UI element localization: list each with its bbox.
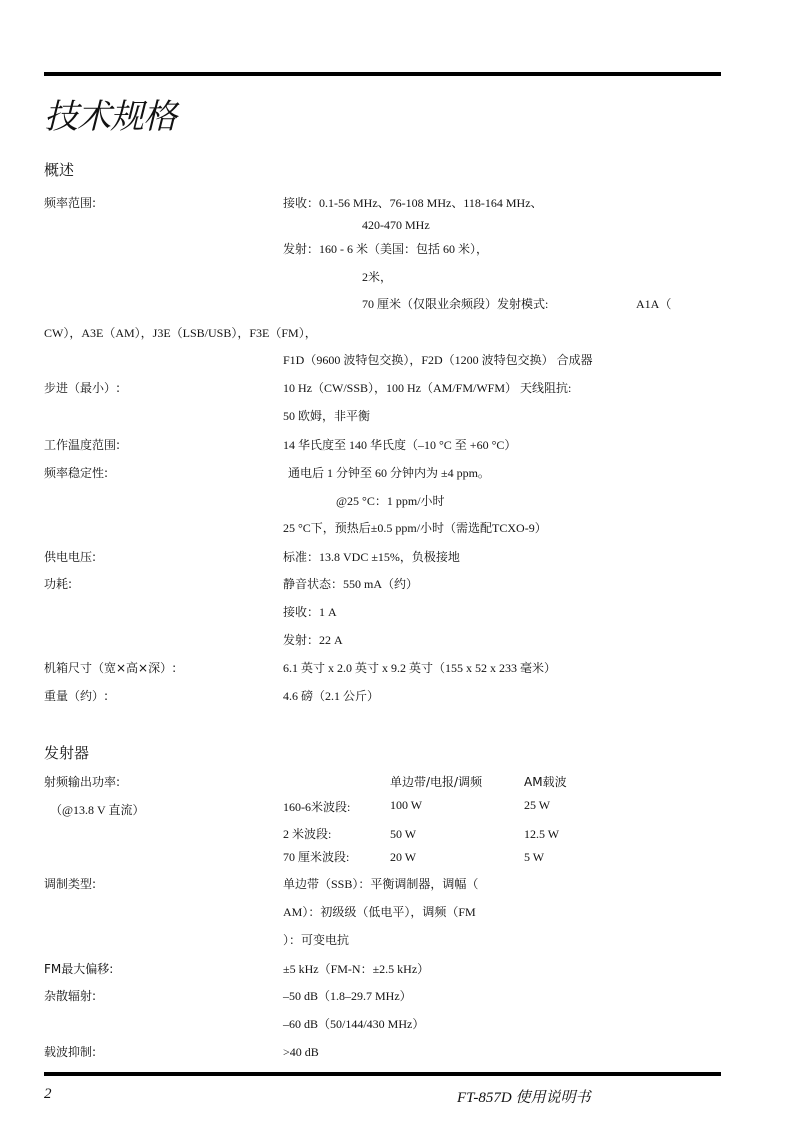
weight-value: 4.6 磅（2.1 公斤）	[283, 689, 380, 703]
temp-value: 14 华氏度至 140 华氏度（–10 °C 至 +60 °C）	[283, 438, 517, 452]
band-row-am-power: 5 W	[524, 850, 545, 864]
power-line1: 静音状态：550 mA（约）	[283, 577, 419, 591]
supply-value: 标准：13.8 VDC ±15%，负极接地	[283, 550, 460, 564]
power-line2: 接收：1 A	[283, 605, 337, 619]
tx-mode-a1a: A1A（	[636, 297, 672, 311]
modulation-line3: ）：可变电抗	[283, 933, 350, 947]
modes-line1: CW），A3E（AM），J3E（LSB/USB），F3E（FM），	[44, 326, 317, 340]
weight-label: 重量（约）:	[44, 689, 109, 703]
spurious-line2: –60 dB（50/144/430 MHz）	[283, 1017, 425, 1031]
tx-range-line3: 70 厘米（仅限业余频段）发射模式:	[362, 297, 549, 311]
rx-range-line2: 420-470 MHz	[362, 218, 430, 232]
spurious-line1: –50 dB（1.8–29.7 MHz）	[283, 989, 412, 1003]
modulation-line1: 单边带（SSB）：平衡调制器，调幅（	[283, 877, 479, 891]
band-row: 2 米波段:	[283, 827, 332, 841]
power-line3: 发射：22 A	[283, 633, 343, 647]
bottom-rule	[44, 1072, 721, 1076]
fm-deviation-value: ±5 kHz（FM-N：±2.5 kHz）	[283, 962, 430, 976]
stability-line2: @25 °C：1 ppm/小时	[336, 494, 445, 508]
manual-title: FT-857D 使用说明书	[457, 1090, 591, 1106]
modes-line2: F1D（9600 波特包交换），F2D（1200 波特包交换） 合成器	[283, 353, 593, 367]
section-transmitter-heading: 发射器	[44, 744, 90, 762]
fm-deviation-label: FM最大偏移:	[44, 962, 114, 976]
carrier-suppression-label: 载波抑制:	[44, 1045, 97, 1059]
stability-label: 频率稳定性:	[44, 466, 109, 480]
band-row: 70 厘米波段:	[283, 850, 350, 864]
rx-range-line1: 接收：0.1-56 MHz、76-108 MHz、118-164 MHz、	[283, 196, 543, 210]
modulation-line2: AM）：初级级（低电平），调频（FM	[283, 905, 476, 919]
page-title: 技术规格	[44, 97, 176, 137]
step-line1: 10 Hz（CW/SSB），100 Hz（AM/FM/WFM） 天线阻抗:	[283, 381, 572, 395]
band-row-am-power: 25 W	[524, 798, 551, 812]
modulation-label: 调制类型:	[44, 877, 97, 891]
step-line2: 50 欧姆，非平衡	[283, 409, 371, 423]
stability-line3: 25 °C下，预热后±0.5 ppm/小时（需选配TCXO-9）	[283, 521, 547, 535]
band-row-ssb-power: 50 W	[390, 827, 417, 841]
tx-range-line1: 发射：160 - 6 米（美国：包括 60 米），	[283, 242, 488, 256]
supply-label: 供电电压:	[44, 550, 97, 564]
spurious-label: 杂散辐射:	[44, 989, 97, 1003]
band-row-am-power: 12.5 W	[524, 827, 560, 841]
page-number: 2	[44, 1086, 52, 1102]
step-label: 步进（最小）:	[44, 381, 121, 395]
top-rule	[44, 72, 721, 76]
temp-label: 工作温度范围:	[44, 438, 121, 452]
rf-sub-label: （@13.8 V 直流）	[50, 803, 145, 817]
band-row: 160-6米波段:	[283, 800, 351, 814]
power-label: 功耗:	[44, 577, 73, 591]
band-row-ssb-power: 100 W	[390, 798, 423, 812]
col-header-ssb-cw-fm: 单边带/电报/调频	[390, 775, 483, 789]
stability-line1: 通电后 1 分钟至 60 分钟内为 ±4 ppm。	[288, 466, 490, 480]
col-header-am-carrier: AM载波	[524, 775, 567, 789]
size-value: 6.1 英寸 x 2.0 英寸 x 9.2 英寸（155 x 52 x 233 毫米）	[283, 661, 557, 675]
size-label: 机箱尺寸（宽×高×深）:	[44, 661, 177, 675]
band-row-ssb-power: 20 W	[390, 850, 417, 864]
tx-range-line2: 2米，	[362, 270, 393, 284]
freq-range-label: 频率范围:	[44, 196, 97, 210]
section-general-heading: 概述	[44, 161, 75, 179]
carrier-suppression-value: >40 dB	[283, 1045, 319, 1059]
rf-output-label: 射频输出功率:	[44, 775, 121, 789]
